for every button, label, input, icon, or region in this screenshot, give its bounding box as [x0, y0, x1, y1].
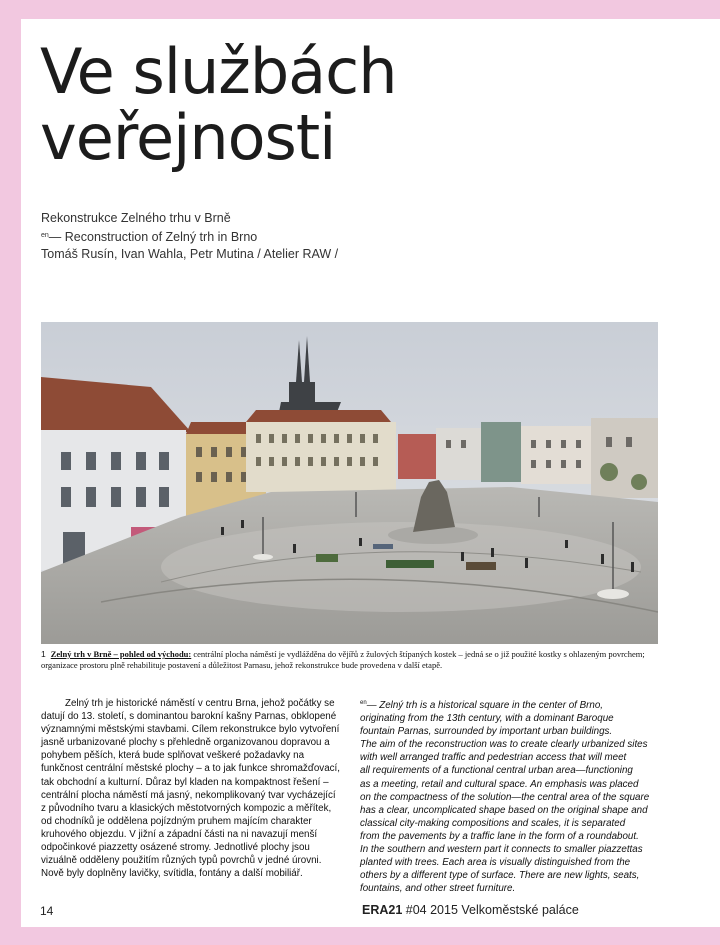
body-en-line: The aim of the reconstruction was to create clearly urbanized sites [360, 739, 648, 751]
magazine-footer [362, 903, 579, 917]
subtitle-cz: Rekonstrukce Zelného trhu v Brně [41, 211, 231, 225]
body-en-line: with well arranged traffic and pedestrian access that will meet [360, 752, 627, 764]
en-marker-body: en [360, 700, 367, 706]
body-en-line: In the southern and western part it connects to smaller piazzettas [360, 844, 643, 856]
en-marker: en [41, 232, 49, 239]
body-en-line: as a meeting, retail and cultural space. An emphasis was placed [360, 778, 639, 790]
subtitle-block [41, 210, 338, 263]
article-title [40, 35, 397, 174]
body-en-line: planted with trees. Each area is visually distinguished from the [360, 857, 631, 869]
body-column-cz [41, 697, 341, 880]
caption-number: 1 [41, 649, 46, 659]
subtitle-en [41, 227, 338, 246]
magazine-name: ERA21 [362, 903, 403, 917]
caption-lead: Zelný trh v Brně – pohled od východu: [50, 649, 192, 659]
body-en-line-0-text: — Zelný trh is a historical square in the center of Brno, [366, 700, 604, 711]
body-en-line: originating from the 13th century, with a dominant Baroque [360, 713, 614, 725]
body-en-line: on the compactness of the solution—the central area of the square [360, 791, 650, 803]
body-en-line: has a clear, uncomplicated shape based on the original shape and [360, 804, 648, 816]
body-en-line: others by a different type of surface. There are new lights, seats, [360, 870, 640, 882]
body-en-line: from the pavements by a traffic lane in the form of a roundabout. [360, 830, 639, 842]
issue-info: #04 2015 Velkoměstské paláce [405, 903, 579, 917]
body-en-line: fountains, and other street furniture. [360, 883, 516, 895]
page-number: 14 [40, 904, 54, 918]
square-photo [41, 322, 658, 644]
body-column-en [360, 697, 666, 895]
body-en-line-0 [360, 697, 666, 712]
photo-caption [41, 649, 659, 671]
title-line-2: veřejnosti [40, 101, 336, 174]
body-en-line: all requirements of a functional central urban area—functioning [360, 765, 633, 777]
body-en-line: fountain Parnas, surrounded by important urban buildings. [360, 726, 613, 738]
body-en-line: classical city-making compositions and scales, it is separated [360, 817, 626, 829]
subtitle-en-text: — Reconstruction of Zelný trh in Brno [48, 230, 258, 244]
title-line-1: Ve službách [40, 35, 397, 108]
body-cz-text: Zelný trh je historické náměstí v centru Brna, jehož počátky se datují do 13. století, s dominantou barokní kašny Parnas, obklopené významnými městskými stavbami. Cílem rekonstrukce bylo vytvoření jasně urbanizované plochy s přehledně organizovanou dopravou a pohybem pěších, která bude splňovat veškeré požadavky na funkčnost centrální městské plochy – a to jak funkce shromažďovací, tak obchodní a kulturní. Důraz byl kladen na kompaktnost řešení – centrální plocha náměstí má jasný, nekomplikovaný tvar vycházející z původního tvaru a klasických městotvorných kompozic a měřítek, od chodníků je oddělena pojízdným pruhem majícím charakter kruhového objezdu. V jižní a západní části na ni navazují menší odpočinkové piazzetty osázené stromy. Jednotlivé plochy jsou vizuálně odděleny použitím různých typů povrchů v jedné úrovni. Nově byly doplněny lavičky, svítidla, fontány a další mobiliář. [41, 698, 340, 880]
caption-text: centrální plocha náměstí je vydlážděna do vějířů z žulových štípaných kostek – jedná se o již použité kostky s ohlazeným povrchem; organizace prostoru plně rehabilituje postavení a důležitost Parnasu, jehož rekonstrukce bude provedena v další etapě. [41, 649, 645, 670]
magazine-page [21, 19, 720, 927]
authors: Tomáš Rusín, Ivan Wahla, Petr Mutina / Atelier RAW / [41, 247, 339, 261]
